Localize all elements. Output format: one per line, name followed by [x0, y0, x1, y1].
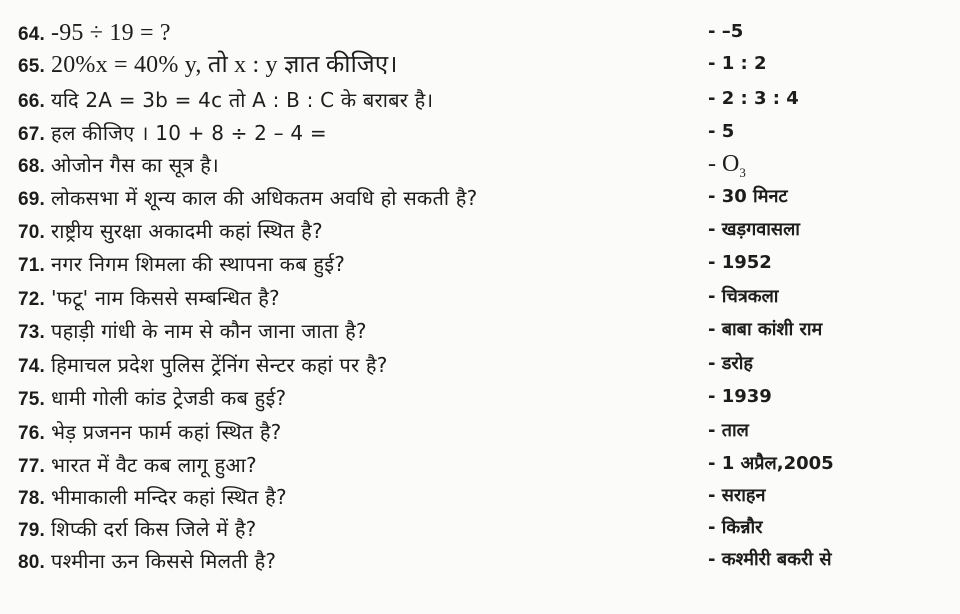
question-row-77	[18, 450, 948, 483]
answer-text: - बाबा कांशी राम	[708, 319, 823, 340]
question-text	[18, 183, 477, 215]
question-body: भारत में वैट कब लागू हुआ?	[51, 453, 257, 477]
answer-text: - ताल	[708, 420, 749, 441]
question-number: 66.	[18, 91, 46, 112]
question-number: 76.	[18, 423, 46, 444]
question-text	[18, 450, 257, 482]
question-number: 70.	[18, 222, 46, 243]
answer-text: - 30 मिनट	[708, 186, 788, 207]
answer-text: - 1 अप्रैल,2005	[708, 453, 834, 474]
question-row-72	[18, 283, 948, 316]
answer-text: - 1952	[708, 252, 772, 273]
answer-text: - 1939	[708, 386, 772, 407]
question-number: 77.	[18, 456, 46, 477]
question-number: 80.	[18, 552, 46, 573]
question-body: पहाड़ी गांधी के नाम से कौन जाना जाता है?	[51, 319, 367, 343]
question-body: पश्मीना ऊन किससे मिलती है?	[51, 549, 277, 573]
question-text	[18, 546, 276, 578]
question-text	[18, 118, 327, 150]
question-body: 'फटू' नाम किससे सम्बन्धित है?	[51, 286, 280, 310]
question-text	[18, 18, 171, 50]
question-row-66	[18, 85, 948, 118]
answer-subscript: 3	[739, 164, 746, 180]
question-number: 73.	[18, 322, 46, 343]
question-row-69	[18, 183, 948, 216]
answer-formula	[708, 150, 746, 187]
question-number: 79.	[18, 520, 46, 541]
question-number: 64.	[18, 24, 46, 45]
question-number: 69.	[18, 189, 46, 210]
question-row-68	[18, 150, 948, 183]
question-number: 67.	[18, 124, 46, 145]
answer-text: - खड़गवासला	[708, 219, 800, 240]
question-row-67	[18, 118, 948, 151]
answer-text: - चित्रकला	[708, 286, 779, 307]
question-number: 72.	[18, 289, 46, 310]
question-row-71	[18, 249, 948, 282]
question-text	[18, 50, 398, 82]
question-row-74	[18, 350, 948, 383]
question-text	[18, 417, 281, 449]
question-body: -95 ÷ 19 = ?	[51, 20, 171, 46]
question-body: धामी गोली कांड ट्रेजडी कब हुई?	[51, 386, 287, 410]
question-number: 75.	[18, 389, 46, 410]
question-row-76	[18, 417, 948, 450]
question-body: यदि 2A = 3b = 4c तो A : B : C के बराबर है।	[51, 88, 434, 112]
question-row-73	[18, 316, 948, 349]
question-body: लोकसभा में शून्य काल की अधिकतम अवधि हो सकती है?	[51, 186, 478, 210]
question-number: 78.	[18, 488, 46, 509]
question-text	[18, 150, 219, 182]
question-body: हिमाचल प्रदेश पुलिस ट्रेंनिंग सेन्टर कहां पर है?	[51, 353, 388, 377]
answer-text: - कश्मीरी बकरी से	[708, 549, 832, 570]
question-number: 65.	[18, 56, 46, 77]
answer-text: - 5	[708, 121, 735, 142]
question-text	[18, 383, 286, 415]
question-text	[18, 216, 323, 248]
question-text	[18, 316, 367, 348]
question-text	[18, 249, 345, 281]
answer-text: - 1 : 2	[708, 53, 767, 74]
question-body: भीमाकाली मन्दिर कहां स्थित है?	[51, 485, 287, 509]
question-body: भेड़ प्रजनन फार्म कहां स्थित है?	[51, 420, 282, 444]
answer-text: - O	[708, 151, 740, 177]
question-row-75	[18, 383, 948, 416]
answer-text: - किन्नौर	[708, 517, 763, 538]
question-row-79	[18, 514, 948, 547]
answer-text: - डरोह	[708, 353, 753, 374]
question-number: 74.	[18, 356, 46, 377]
question-number: 68.	[18, 156, 46, 177]
question-row-78	[18, 482, 948, 515]
question-text	[18, 283, 280, 315]
question-text	[18, 85, 433, 117]
question-row-80	[18, 546, 948, 579]
question-text	[18, 350, 388, 382]
question-text	[18, 514, 257, 546]
question-row-65	[18, 50, 948, 83]
question-row-64	[18, 18, 948, 51]
question-body: शिप्की दर्रा किस जिले में है?	[51, 517, 257, 541]
answer-text: - 2 : 3 : 4	[708, 88, 799, 109]
question-body: नगर निगम शिमला की स्थापना कब हुई?	[51, 252, 346, 276]
question-text	[18, 482, 287, 514]
answer-text: - सराहन	[708, 485, 766, 506]
question-body: हल कीजिए । 10 + 8 ÷ 2 – 4 =	[51, 121, 327, 145]
question-body: राष्ट्रीय सुरक्षा अकादमी कहां स्थित है?	[51, 219, 323, 243]
question-number: 71.	[18, 255, 46, 276]
answer-text: - –5	[708, 21, 744, 42]
question-body: ओजोन गैस का सूत्र है।	[51, 153, 219, 177]
question-row-70	[18, 216, 948, 249]
question-body: 20%x = 40% y, तो x : y ज्ञात कीजिए।	[51, 52, 398, 78]
